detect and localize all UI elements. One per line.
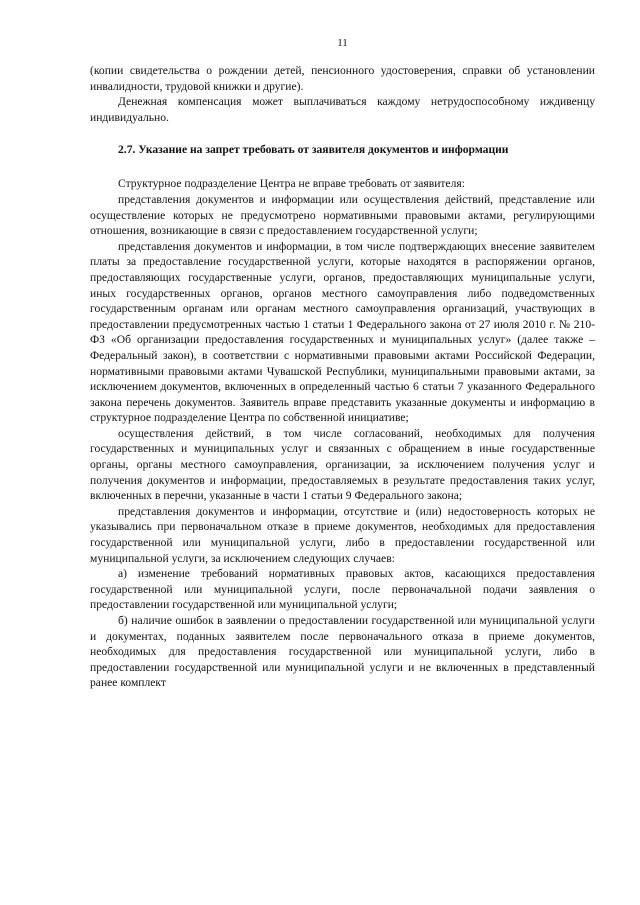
paragraph: представления документов и информации, отсутствие и (или) недостоверность которых не указывались при первоначальном отказе в приеме документов, необходимых для предоставления государственной или муниципальной услуги, либо в предоставлении государственной или муниципальной услуги, за исключением следующих случаев: xyxy=(90,504,595,565)
section-heading: 2.7. Указание на запрет требовать от заявителя документов и информации xyxy=(118,143,509,157)
paragraph: осуществления действий, в том числе согласований, необходимых для получения государственных и муниципальных услуг и связанных с обращением в иные государственные органы, органы местного самоуправления, организации, за исключением получения услуг и получения документов и информации, предоставляемых в результате предоставления таких услуг, включенных в перечни, указанные в части 1 статьи 9 Федерального закона; xyxy=(90,426,595,503)
page-number: 11 xyxy=(337,37,348,49)
paragraph: (копии свидетельства о рождении детей, пенсионного удостоверения, справки об установлении инвалидности, трудовой книжки и другие). xyxy=(90,64,595,93)
paragraph: Структурное подразделение Центра не вправе требовать от заявителя: xyxy=(118,177,465,191)
paragraph: представления документов и информации, в том числе подтверждающих внесение заявителем платы за предоставление государственной услуги, которые находятся в распоряжении органов, предоставляющих государственные услуги, органов, предоставляющих муниципальные услуги, иных государственных органов, органов местного самоуправления либо подведомственных государственным органам или органам местного самоуправления организаций, участвующих в предоставлении предусмотренных частью 1 статьи 1 Федерального закона от 27 июля 2010 г. № 210-ФЗ «Об организации предоставления государственных и муниципальных услуг» (далее также – Федеральный закон), в соответствии с нормативными правовыми актами Российской Федерации, нормативными правовыми актами Чувашской Республики, муниципальными правовыми актами, за исключением документов, включенных в определенный частью 6 статьи 7 указанного Федерального закона перечень документов. Заявитель вправе представить указанные документы и информацию в структурное подразделение Центра по собственной инициативе; xyxy=(90,239,595,425)
paragraph: Денежная компенсация может выплачиваться каждому нетрудоспособному иждивенцу индивидуально. xyxy=(90,95,595,124)
paragraph: а) изменение требований нормативных правовых актов, касающихся предоставления государственной или муниципальной услуги, после первоначальной подачи заявления о предоставлении государственной или муниципальной услуги; xyxy=(90,567,595,612)
page-body xyxy=(90,63,595,691)
paragraph: б) наличие ошибок в заявлении о предоставлении государственной или муниципальной услуги и документах, поданных заявителем после первоначального отказа в приеме документов, необходимых для предоставления государственной или муниципальной услуги, либо в предоставлении государственной или муниципальной услуги и не включенных в представленный ранее комплект xyxy=(90,614,595,690)
paragraph: представления документов и информации или осуществления действий, представление или осуществление которых не предусмотрено нормативными правовыми актами, регулирующими отношения, возникающие в связи с предоставлением государственной услуги; xyxy=(90,192,595,238)
